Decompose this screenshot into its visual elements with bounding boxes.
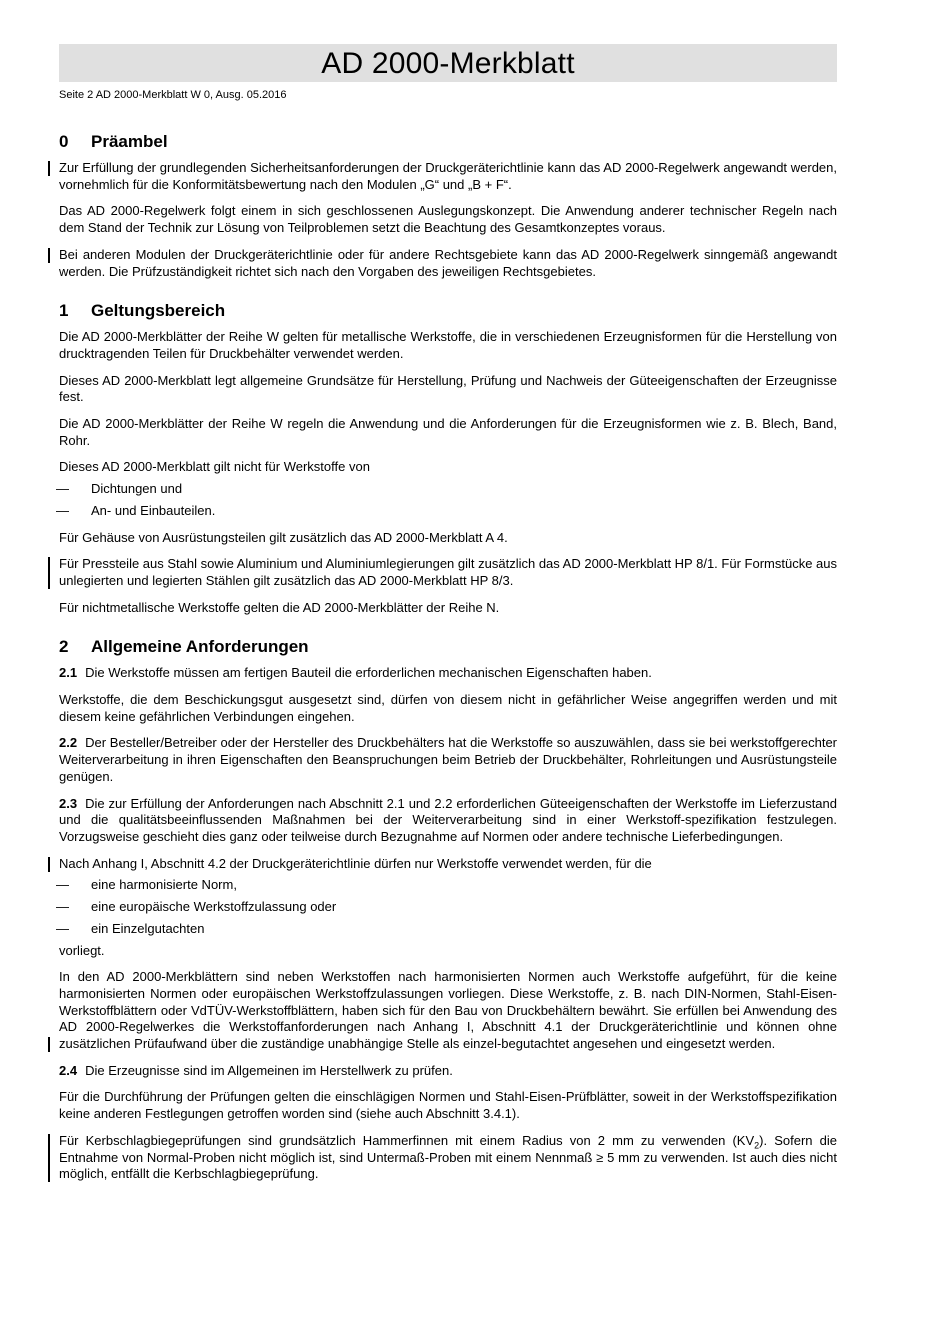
list-item: — eine europäische Werkstoffzulassung oder	[56, 899, 337, 915]
list-item: — eine harmonisierte Norm,	[56, 877, 237, 893]
paragraph: Die AD 2000-Merkblätter der Reihe W gelten für metallische Werkstoffe, die in verschiedenen Erzeugnisformen für die Herstellung von drucktragenden Teilen für Druckbehälter verwendet werden.	[59, 329, 837, 361]
change-bar	[48, 1134, 50, 1182]
subsection-number: 2.1	[59, 665, 78, 681]
subscript: 2	[754, 1140, 760, 1151]
dash-bullet: —	[56, 502, 69, 518]
section-number: 0	[59, 132, 69, 151]
section-0-heading	[59, 130, 837, 154]
paragraph: 2.1 Die Werkstoffe müssen am fertigen Bauteil die erforderlichen mechanischen Eigenschaften haben.	[59, 665, 652, 681]
section-title: Allgemeine Anforderungen	[91, 637, 309, 657]
paragraph: 2.3 Die zur Erfüllung der Anforderungen nach Abschnitt 2.1 und 2.2 erforderlichen Güteeigenschaften der Werkstoffe im Lieferzustand und die qualitätsbeeinflussenden Maßnahmen bei der Weiterverarbeitung sind in einer Werkstoff-spezifikation festzulegen. Vorzugsweise geschieht dies ganz oder teilweise durch Bezugnahme auf Normen oder andere technische Lieferbedingungen.	[59, 795, 837, 844]
dash-bullet: —	[56, 899, 69, 915]
list-item: — An- und Einbauteilen.	[56, 502, 216, 518]
document-body	[56, 130, 837, 1183]
change-bar	[48, 857, 50, 872]
paragraph: Die AD 2000-Merkblätter der Reihe W regeln die Anwendung und die Anforderungen für die Erzeugnisformen wie z. B. Blech, Band, Rohr.	[59, 416, 837, 448]
paragraph: Das AD 2000-Regelwerk folgt einem in sich geschlossenen Auslegungskonzept. Die Anwendung anderer technischer Regeln nach dem Stand der Technik zur Lösung von Teilproblemen setzt die Beachtung des Gesamtkonzeptes voraus.	[59, 203, 837, 236]
section-number: 1	[59, 301, 69, 321]
paragraph: Für Gehäuse von Ausrüstungsteilen gilt zusätzlich das AD 2000-Merkblatt A 4.	[59, 529, 508, 545]
section-title: Präambel	[91, 132, 168, 151]
paragraph: Werkstoffe, die dem Beschickungsgut ausgesetzt sind, dürfen von diesem nicht in gefährlicher Weise angegriffen werden und mit diesem keine gefährlichen Verbindungen eingehen.	[59, 692, 837, 724]
subsection-number: 2.4	[59, 1062, 78, 1078]
document-banner-title: AD 2000-Merkblatt	[59, 44, 837, 82]
subsection-number: 2.3	[59, 795, 78, 811]
section-2-heading	[59, 635, 837, 659]
paragraph: Zur Erfüllung der grundlegenden Sicherheitsanforderungen der Druckgeräterichtlinie kann das AD 2000-Regelwerk angewandt werden, vornehmlich für die Konformitätsbewertung nach den Modulen „G“ und „B + F“.	[59, 160, 837, 193]
paragraph: 2.2 Der Besteller/Betreiber oder der Hersteller des Druckbehälters hat die Werkstoffe so auszuwählen, dass sie bei werkstoffgerechter Weiterverarbeitung in ihren Eigenschaften den Beanspruchungen beim Betrieb der Druckbehälter, Rohrleitungen und Ausrüstungsteile genügen.	[59, 735, 837, 784]
paragraph: Für Kerbschlagbiegeprüfungen sind grundsätzlich Hammerfinnen mit einem Radius von 2 mm zu verwenden $(KV_2)$. Sofern die Entnahme von Normal-Proben nicht möglich ist, sind Untermaß-Proben mit einem Nennmaß ≥ 5 mm zu verwenden. Ist auch dies nicht möglich, entfällt die Kerbschlagbiegeprüfung.	[59, 1133, 837, 1183]
dash-bullet: —	[56, 481, 69, 497]
list-item: — ein Einzelgutachten	[56, 920, 205, 936]
paragraph: Bei anderen Modulen der Druckgeräterichtlinie oder für andere Rechtsgebiete kann das AD 2000-Regelwerk sinngemäß angewandt werden. Die Prüfzuständigkeit richtet sich nach den Vorgaben des jeweiligen Rechtsgebietes.	[59, 247, 837, 280]
section-title: Geltungsbereich	[91, 301, 226, 321]
paragraph: In den AD 2000-Merkblättern sind neben Werkstoffen nach harmonisierten Normen auch Werkstoffe aufgeführt, für die keine harmonisierten Normen oder europäischen Werkstoffzulassungen vorliegen. Diese Werkstoffe, z. B. nach DIN-Normen, Stahl-Eisen-Werkstoffblättern oder VdTÜV-Werkstoffblättern, haben sich für den Bau von Druckbehältern bewährt. Sie erfüllen bei Anwendung des AD 2000-Regelwerkes die Werkstoffanforderungen nach Anhang I, Abschnitt 4.1 der Druckgeräterichtlinie und können ohne zusätzlichen Prüfaufwand über die zuständige unabhängige Stelle als einzel-begutachtet angesehen und eingesetzt werden.	[59, 969, 837, 1053]
paragraph: Für nichtmetallische Werkstoffe gelten die AD 2000-Merkblätter der Reihe N.	[59, 599, 500, 615]
section-number: 2	[59, 637, 69, 657]
paragraph: Für die Durchführung der Prüfungen gelten die einschlägigen Normen und Stahl-Eisen-Prüfblätter, soweit in der Werkstoffspezifikation keine anderen Festlegungen getroffen worden sind (siehe auch Abschnitt 3.4.1).	[59, 1089, 837, 1122]
change-bar	[48, 161, 50, 176]
dash-bullet: —	[56, 920, 69, 936]
change-bar	[48, 248, 50, 263]
paragraph: Nach Anhang I, Abschnitt 4.2 der Druckgeräterichtlinie dürfen nur Werkstoffe verwendet werden, für die	[59, 856, 837, 873]
paragraph: Dieses AD 2000-Merkblatt legt allgemeine Grundsätze für Herstellung, Prüfung und Nachweis der Güteeigenschaften der Erzeugnisse fest.	[59, 372, 837, 405]
paragraph: Für Pressteile aus Stahl sowie Aluminium und Aluminiumlegierungen gilt zusätzlich das AD 2000-Merkblatt HP 8/1. Für Formstücke aus unlegierten und legierten Stählen gilt zusätzlich das AD 2000-Merkblatt HP 8/3.	[59, 556, 837, 589]
paragraph: vorliegt.	[59, 942, 105, 958]
subsection-number: 2.2	[59, 735, 78, 751]
page-subline: Seite 2 AD 2000-Merkblatt W 0, Ausg. 05.2016	[59, 89, 287, 101]
paragraph: 2.4 Die Erzeugnisse sind im Allgemeinen im Herstellwerk zu prüfen.	[59, 1062, 453, 1078]
paragraph: Dieses AD 2000-Merkblatt gilt nicht für Werkstoffe von	[59, 459, 370, 475]
change-bar	[48, 557, 50, 589]
section-1-heading	[59, 299, 837, 323]
change-bar	[48, 1037, 50, 1052]
dash-bullet: —	[56, 877, 69, 893]
list-item: — Dichtungen und	[56, 481, 183, 497]
